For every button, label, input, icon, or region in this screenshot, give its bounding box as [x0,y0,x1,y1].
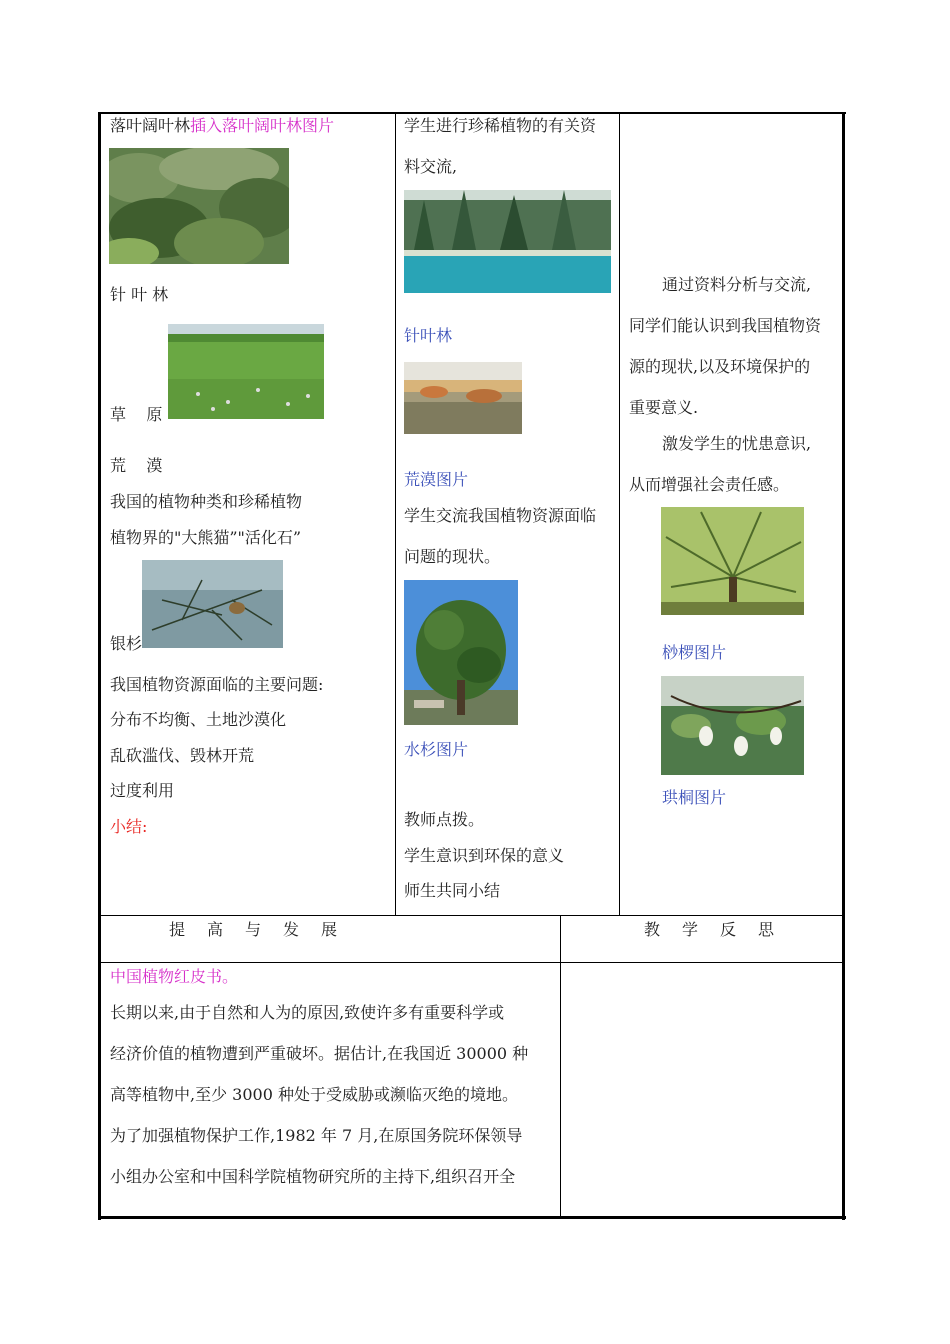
col1-line-1: 落叶阔叶林插入落叶阔叶林图片 [110,116,335,135]
col2-metasequoia-label: 水杉图片 [404,740,469,759]
col2-line-10: 师生共同小结 [404,881,501,900]
metasequoia-photo [404,580,518,725]
table-right-border [842,112,845,1220]
section-heading-reflection: 教学反思 [644,920,797,939]
conifer-lake-photo [404,190,611,293]
bottom-paragraph-line-4: 为了加强植物保护工作,1982 年 7 月,在原国务院环保领导 [110,1126,523,1145]
dove-tree-photo [661,676,804,775]
col2-desert-label: 荒漠图片 [404,470,469,489]
bottom-paragraph-line-5: 小组办公室和中国科学院植物研究所的主持下,组织召开全 [110,1167,516,1186]
table-bottom-border [98,1216,846,1219]
grassland-photo [168,324,324,419]
col1-line-9: 分布不均衡、土地沙漠化 [110,710,287,729]
col2-line-8: 教师点拨。 [404,810,485,829]
deciduous-forest-photo [109,148,289,264]
bottom-paragraph-title: 中国植物红皮书。 [110,967,239,986]
col3-tree-fern-label: 桫椤图片 [662,643,727,662]
bottom-paragraph-line-1: 长期以来,由于自然和人为的原因,致使许多有重要科学或 [110,1003,505,1022]
tree-fern-photo [661,507,804,615]
col-divider-2 [619,112,620,916]
col2-line-2: 料交流, [404,157,458,176]
row-divider-1 [100,915,843,916]
col1-line-5: 我国的植物种类和珍稀植物 [110,492,303,511]
col2-line-5: 学生交流我国植物资源面临 [404,506,597,525]
col3-line-4: 重要意义. [629,398,699,417]
table-top-border [98,112,846,114]
bottom-paragraph-line-2: 经济价值的植物遭到严重破坏。据估计,在我国近 30000 种 [110,1044,529,1063]
col1-line-7: 银杉 [110,634,143,653]
col3-line-6: 从而增强社会责任感。 [629,475,790,494]
row-divider-2 [100,962,843,963]
col1-line-4: 荒 漠 [110,456,163,475]
col2-line-9: 学生意识到环保的意义 [404,846,565,865]
col1-line-6: 植物界的"大熊猫”"活化石” [110,528,302,547]
table-left-border [98,112,101,1220]
bottom-paragraph-line-3: 高等植物中,至少 3000 种处于受威胁或濒临灭绝的境地。 [110,1085,518,1104]
col1-line-8: 我国植物资源面临的主要问题: [110,675,324,694]
col3-line-2: 同学们能认识到我国植物资 [629,316,822,335]
col1-line-10: 乱砍滥伐、毁林开荒 [110,746,255,765]
col1-line-11: 过度利用 [110,781,175,800]
col1-summary: 小结: [110,817,148,836]
col2-conifer-label: 针叶林 [404,326,453,345]
section-heading-improve: 提高与发展 [169,920,360,939]
bottom-col-divider [560,915,561,1217]
cathaya-photo [142,560,283,648]
col1-line-2: 针 叶 林 [110,285,169,304]
desert-photo [404,362,522,434]
col3-dove-tree-label: 珙桐图片 [662,788,727,807]
col1-line-3: 草 原 [110,405,163,424]
col3-line-3: 源的现状,以及环境保护的 [629,357,811,376]
col3-line-5: 激发学生的忧患意识, [662,434,812,453]
col3-line-1: 通过资料分析与交流, [662,275,812,294]
col2-line-6: 问题的现状。 [404,547,501,566]
col-divider-1 [395,112,396,916]
col2-line-1: 学生进行珍稀植物的有关资 [404,116,597,135]
